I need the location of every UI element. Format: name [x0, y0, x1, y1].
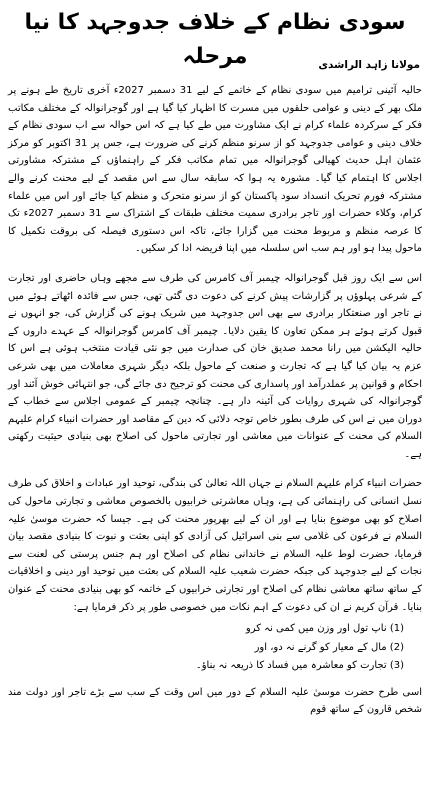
paragraph: حالیہ آئینی ترامیم میں سودی نظام کے خاتمے کے لیے 31 دسمبر 2027ء آخری تاریخ طے ہونے پر ملک بھر کے دینی و عوامی حلقوں میں مسرت کا اظہار کیا گیا ہے اور گوجرانوالہ کے مختلف مکاتب فکر کے سرکردہ علماء کرام نے ایک مشاورت میں طے کیا ہے کہ اس حوالہ سے اب سودی نظام کے خلاف دینی و عوامی جدوجہد کو از سرنو منظم کرنے کی ضرورت ہے، جس پر 31 اکتوبر کو مرکز عثمان اہل حدیث کھیالی گوجرانوالہ میں تمام مکاتب فکر کے راہنماؤں کے مشترکہ مشاورتی اجلاس کا اہتمام کیا گیا۔ مشورہ یہ ہوا کہ سابقہ سال سے اس مقصد کے لیے محنت کرنے والے مشترکہ فورم تحریک انسداد سود پاکستان کو از سرنو متحرک و منظم کیا جائے اور اس میں علماء کرام، وکلاء حضرات اور تاجر برادری سمیت مختلف طبقات کے اشتراک سے 31 دسمبر 2027ء تک کا عرصہ منظم و مربوط محنت میں گزارا جائے، تاکہ اس دستوری فیصلہ کی بروقت تکمیل کا ماحول پیدا ہو اور ہم سب اس سلسلہ میں اپنا فریضہ ادا کر سکیں۔ [8, 85, 423, 255]
list-item: (3) تجارت کو معاشرہ میں فساد کا ذریعہ نہ بناؤ۔ [195, 660, 404, 672]
author-name: مولانا زاہد الراشدی [318, 59, 420, 71]
list-item: (1) ناپ تول اور وزن میں کمی نہ کرو [245, 623, 404, 635]
article [8, 6, 422, 719]
paragraph: اس سے ایک روز قبل گوجرانوالہ چیمبر آف کامرس کی طرف سے مجھے وہاں حاضری اور تجارت کے شرعی پہلوؤں پر گزارشات پیش کرنے کی دعوت دی گئی تھی، جس سے فائدہ اٹھاتے ہوئے میں نے تاجر اور صنعتکار برادری سے بھی اس جدوجہد میں شریک ہونے کی گزارش کی، جو انہوں نے قبول کرتے ہوئے ہر ممکن تعاون کا یقین دلایا۔ چیمبر آف کامرس گوجرانوالہ کے عہدے داروں کے حالیہ الیکشن میں رانا محمد صدیق خان کی صدارت میں جو نئی قیادت منتخب ہوئی ہے اس کا عزم یہ بیان کیا گیا ہے کہ تجارت و صنعت کے ماحول بلکہ دیگر شہری معاملات میں بھی شرعی احکام و قوانین پر عملدرآمد اور پاسداری کی محنت کو ترجیح دی جائے گی، جو انتہائی خوش آئند اور گوجرانوالہ کی شہری روایات کی آئینہ دار ہے۔ چنانچہ چیمبر کے عمومی اجلاس سے خطاب کے دوران میں نے اس کی طرف بطور خاص توجہ دلائی کہ دین کے مقاصد اور حضرات انبیاء کرام علیہم السلام کی محنت کے عنوانات میں معاشی اور تجارتی ماحول کی اصلاح بھی بنیادی حیثیت رکھتی ہے۔ [8, 272, 422, 460]
article-title: سودی نظام کے خلاف جدوجہد کا نیا مرحلہ [24, 10, 406, 69]
paragraph: حضرات انبیاء کرام علیہم السلام نے جہاں اللہ تعالیٰ کی بندگی، توحید اور عبادات و اخلاق کی طرف نسل انسانی کی راہنمائی کی ہے، وہاں معاشرتی خرابیوں بالخصوص معاشی و تجارتی ماحول کی اصلاح کو بھی موضوع بنایا ہے اور ان کے لیے بھرپور محنت کی ہے۔ جیسا کہ حضرت موسیٰ علیہ السلام نے فرعون کی غلامی سے بنی اسرائیل کی آزادی کو اپنی بعثت و نبوت کا بنیادی مقصد بیان فرمایا، حضرت لوط علیہ السلام نے خاندانی نظام کی اصلاح اور ہم جنس پرستی کی لعنت سے نجات کے لیے جدوجہد کی جبکہ حضرت شعیب علیہ السلام کی بعثت میں توحید اور دینی و اخلاقیات کے ساتھ ساتھ معاشی نظام کی اصلاح اور تجارتی خرابیوں کے خاتمہ کو بھی بنیادی محنت کے عنوان بنایا۔ قرآن کریم نے ان کی دعوت کے اہم نکات میں خصوصی طور پر ذکر فرمایا ہے: [8, 478, 422, 613]
list-item: (2) مال کے معیار کو گرنے نہ دو، اور [254, 641, 404, 653]
points-list [8, 620, 422, 676]
closing-paragraph: اسی طرح حضرت موسیٰ علیہ السلام کے دور میں اس وقت کے سب سے بڑے تاجر اور دولت مند شخص قارون کے ساتھ قوم [8, 686, 422, 716]
